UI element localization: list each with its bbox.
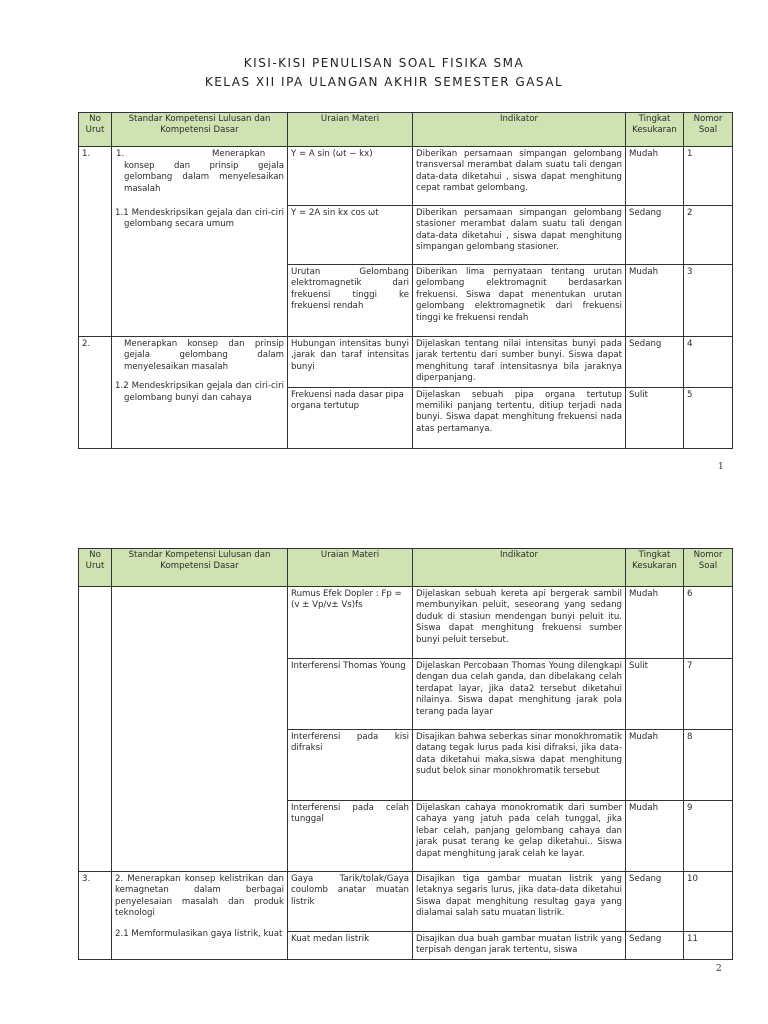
uraian-materi-cell: Kuat medan listrik xyxy=(288,932,413,960)
tingkat-kesukaran-cell: Sedang xyxy=(626,337,684,388)
group-number: 2. xyxy=(79,337,112,449)
sk-text: Menerapkan konsep dan prinsip gejala gelombang dalam menyelesaikan masalah xyxy=(124,149,284,194)
kompetensi-dasar: 2.1 Memformulasikan gaya listrik, kuat xyxy=(115,928,283,939)
tingkat-kesukaran-cell: Mudah xyxy=(626,147,684,206)
tingkat-kesukaran-cell: Sedang xyxy=(626,932,684,960)
standar-kompetensi-block xyxy=(115,149,284,195)
uraian-materi-cell: Urutan Gelombang elektromagnetik dari frekuensi tinggi ke frekuensi rendah xyxy=(288,265,413,337)
table-row xyxy=(79,872,733,932)
nomor-soal-cell: 2 xyxy=(684,206,733,265)
uraian-materi-cell: Rumus Efek Dopler : Fp = (v ± Vp/v± Vs)fs xyxy=(288,587,413,659)
standar-kompetensi-cell xyxy=(112,337,288,449)
indikator-cell: Dijelaskan tentang nilai intensitas bunyi pada jarak tertentu dari sumber bunyi. Siswa dapat menghitung taraf intensitasnya bila jaraknya diperpanjang. xyxy=(413,337,626,388)
kompetensi-dasar: 1.2 Mendeskripsikan gejala dan ciri-ciri gelombang bunyi dan cahaya xyxy=(115,381,284,403)
tingkat-kesukaran-cell: Mudah xyxy=(626,587,684,659)
uraian-materi-cell: Interferensi Thomas Young xyxy=(288,659,413,730)
kompetensi-dasar: 1.1 Mendeskripsikan gejala dan ciri-ciri gelombang secara umum xyxy=(115,208,284,230)
uraian-materi-cell: Hubungan intensitas bunyi ,jarak dan taraf intensitas bunyi xyxy=(288,337,413,388)
header-indikator: Indikator xyxy=(413,113,626,147)
nomor-soal-cell: 5 xyxy=(684,387,733,448)
header-nomor-soal: Nomor Soal xyxy=(684,549,733,587)
nomor-soal-cell: 6 xyxy=(684,587,733,659)
nomor-soal-cell: 8 xyxy=(684,730,733,801)
sk-text: 2. Menerapkan konsep kelistrikan dan kemagnetan dalam berbagai penyelesaian masalah dan produk teknologi xyxy=(115,874,284,919)
header-indikator: Indikator xyxy=(413,549,626,587)
indikator-cell: Dijelaskan cahaya monokromatik dari sumber cahaya yang jatuh pada celah tunggal, jika lebar celah, panjang gelombang cahaya dan jarak pusat terang ke gelap diketahui.. Siswa dapat menghitung jarak celah ke layar. xyxy=(413,801,626,872)
table-row xyxy=(79,587,733,659)
tingkat-kesukaran-cell: Sulit xyxy=(626,659,684,730)
nomor-soal-cell: 3 xyxy=(684,265,733,337)
tingkat-kesukaran-cell: Mudah xyxy=(626,730,684,801)
indikator-cell: Dijelaskan sebuah pipa organa tertutup memiliki panjang tertentu, ditiup terjadi nada bunyi. Siswa dapat menghitung frekuensi nada atas pertamanya. xyxy=(413,387,626,448)
table-row xyxy=(79,147,733,206)
uraian-materi-cell: Gaya Tarik/tolak/Gaya coulomb anatar muatan listrik xyxy=(288,872,413,932)
nomor-soal-cell: 7 xyxy=(684,659,733,730)
kisi-kisi-table-page-2 xyxy=(78,548,733,960)
nomor-soal-cell: 4 xyxy=(684,337,733,388)
tingkat-kesukaran-cell: Sedang xyxy=(626,206,684,265)
page-number: 2 xyxy=(716,964,722,974)
document-title: KISI-KISI PENULISAN SOAL FISIKA SMA xyxy=(243,56,525,70)
header-uraian-materi: Uraian Materi xyxy=(288,549,413,587)
kisi-kisi-table-page-1 xyxy=(78,112,733,449)
standar-kompetensi-cell xyxy=(112,147,288,337)
tingkat-kesukaran-cell: Sedang xyxy=(626,872,684,932)
indikator-cell: Disajikan tiga gambar muatan listrik yang letaknya segaris lurus, jika data-data diketahui Siswa dapat menghitung resultag gaya yang dialamai salah satu muatan listrik. xyxy=(413,872,626,932)
header-no-urut: No Urut xyxy=(79,549,112,587)
uraian-materi-cell: Interferensi pada celah tunggal xyxy=(288,801,413,872)
uraian-materi-cell: Interferensi pada kisi difraksi xyxy=(288,730,413,801)
uraian-materi-cell: Y = A sin (ωt − kx) xyxy=(288,147,413,206)
nomor-soal-cell: 10 xyxy=(684,872,733,932)
table-header-row xyxy=(79,113,733,147)
group-number: 1. xyxy=(79,147,112,337)
standar-kompetensi-cell xyxy=(112,872,288,960)
indikator-cell: Diberikan lima pernyataan tentang urutan gelombang elektromagnit berdasarkan frekuensi. Siswa dapat menentukan urutan gelombang elektromagnetik dari frekuensi tinggi ke frekuensi rendah xyxy=(413,265,626,337)
indikator-cell: Disajikan bahwa seberkas sinar monokhromatik datang tegak lurus pada kisi difraksi, jika data-data diketahui maka,siswa dapat menghitung sudut belok sinar monokhromatik tersebut xyxy=(413,730,626,801)
indikator-cell: Dijelaskan Percobaan Thomas Young dilengkapi dengan dua celah ganda, dan dibelakang celah terdapat layar, jika data2 tersebut diketahui nilainya. Siswa dapat menghitung jarak pola terang pada layar xyxy=(413,659,626,730)
standar-kompetensi-cell-continued xyxy=(112,587,288,872)
uraian-materi-cell: Frekuensi nada dasar pipa organa tertutup xyxy=(288,387,413,448)
header-uraian-materi: Uraian Materi xyxy=(288,113,413,147)
indikator-cell: Dijelaskan sebuah kereta api bergerak sambil membunyikan peluit, seseorang yang sedang duduk di stasiun mendengan bunyi peluit itu. Siswa dapat menghitung frekuensi sumber bunyi peluit tersebut. xyxy=(413,587,626,659)
tingkat-kesukaran-cell: Sulit xyxy=(626,387,684,448)
document-subtitle: KELAS XII IPA ULANGAN AKHIR SEMESTER GASAL xyxy=(204,75,564,89)
header-tingkat-kesukaran: Tingkat Kesukaran xyxy=(626,549,684,587)
uraian-materi-cell: Y = 2A sin kx cos ωt xyxy=(288,206,413,265)
nomor-soal-cell: 11 xyxy=(684,932,733,960)
sk-text: Menerapkan konsep dan prinsip gejala gelombang dalam menyelesaikan masalah xyxy=(124,339,284,372)
header-standar-kompetensi: Standar Kompetensi Lulusan dan Kompetensi Dasar xyxy=(112,113,288,147)
group-number: 3. xyxy=(79,872,112,960)
page-number: 1 xyxy=(718,462,724,472)
nomor-soal-cell: 1 xyxy=(684,147,733,206)
header-standar-kompetensi: Standar Kompetensi Lulusan dan Kompetensi Dasar xyxy=(112,549,288,587)
header-tingkat-kesukaran: Tingkat Kesukaran xyxy=(626,113,684,147)
nomor-soal-cell: 9 xyxy=(684,801,733,872)
indikator-cell: Disajikan dua buah gambar muatan listrik yang terpisah dengan jarak tertentu, siswa xyxy=(413,932,626,960)
indikator-cell: Diberikan persamaan simpangan gelombang transversal merambat dalam suatu tali dengan data-data diketahui , siswa dapat menghitung cepat rambat gelombang. xyxy=(413,147,626,206)
tingkat-kesukaran-cell: Mudah xyxy=(626,801,684,872)
table-row xyxy=(79,337,733,388)
table-header-row xyxy=(79,549,733,587)
tingkat-kesukaran-cell: Mudah xyxy=(626,265,684,337)
header-nomor-soal: Nomor Soal xyxy=(684,113,733,147)
group-number-continued xyxy=(79,587,112,872)
sk-number: 1. xyxy=(116,149,125,159)
indikator-cell: Diberikan persamaan simpangan gelombang stasioner merambat dalam suatu tali dengan data-data diketahui , siswa dapat menghitung simpangan gelombang stasioner. xyxy=(413,206,626,265)
header-no-urut: No Urut xyxy=(79,113,112,147)
